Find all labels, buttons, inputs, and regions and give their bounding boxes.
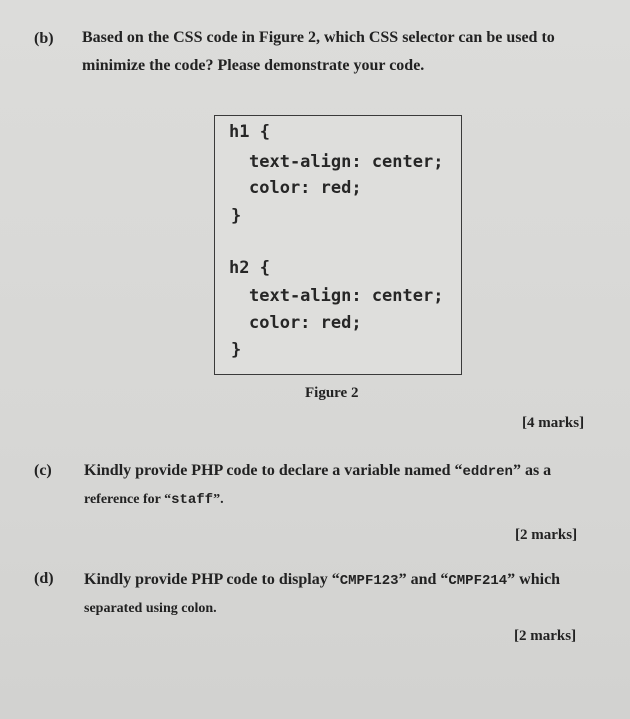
code-line: text-align: center; xyxy=(249,286,444,306)
question-b-text xyxy=(82,24,604,80)
question-d-label: (d) xyxy=(34,570,54,587)
question-c-marks: [2 marks] xyxy=(515,527,578,543)
reference-value-code: staff xyxy=(171,492,214,508)
question-b-label: (b) xyxy=(34,30,54,47)
question-d-marks: [2 marks] xyxy=(514,628,577,644)
question-d-line-2: separated using colon. xyxy=(84,601,217,616)
question-b-line-2: minimize the code? Please demonstrate your code. xyxy=(82,57,425,74)
figure-2-code-box xyxy=(214,115,462,375)
question-c-label: (c) xyxy=(34,462,52,479)
code-line: color: red; xyxy=(249,178,362,198)
code-line: } xyxy=(231,206,242,226)
question-b-marks: [4 marks] xyxy=(522,415,585,431)
question-d-text xyxy=(84,566,590,623)
code-line: h1 { xyxy=(229,122,270,142)
question-c-line-1: Kindly provide PHP code to declare a variable named “eddren” as a xyxy=(84,462,552,480)
question-b-line-1: Based on the CSS code in Figure 2, which CSS selector can be used to xyxy=(82,29,555,46)
variable-name-code: eddren xyxy=(462,464,513,480)
figure-caption: Figure 2 xyxy=(305,385,359,401)
code-line: } xyxy=(231,340,242,360)
question-d-line-1: Kindly provide PHP code to display “CMPF123” and “CMPF214” which xyxy=(84,571,561,589)
question-c-line-2: reference for “staff”. xyxy=(84,492,224,508)
code-line: color: red; xyxy=(249,313,362,333)
display-value-1-code: CMPF123 xyxy=(339,573,399,589)
code-line: text-align: center; xyxy=(249,152,444,172)
display-value-2-code: CMPF214 xyxy=(448,573,508,589)
code-line: h2 { xyxy=(229,258,270,278)
question-c-text xyxy=(84,457,590,514)
